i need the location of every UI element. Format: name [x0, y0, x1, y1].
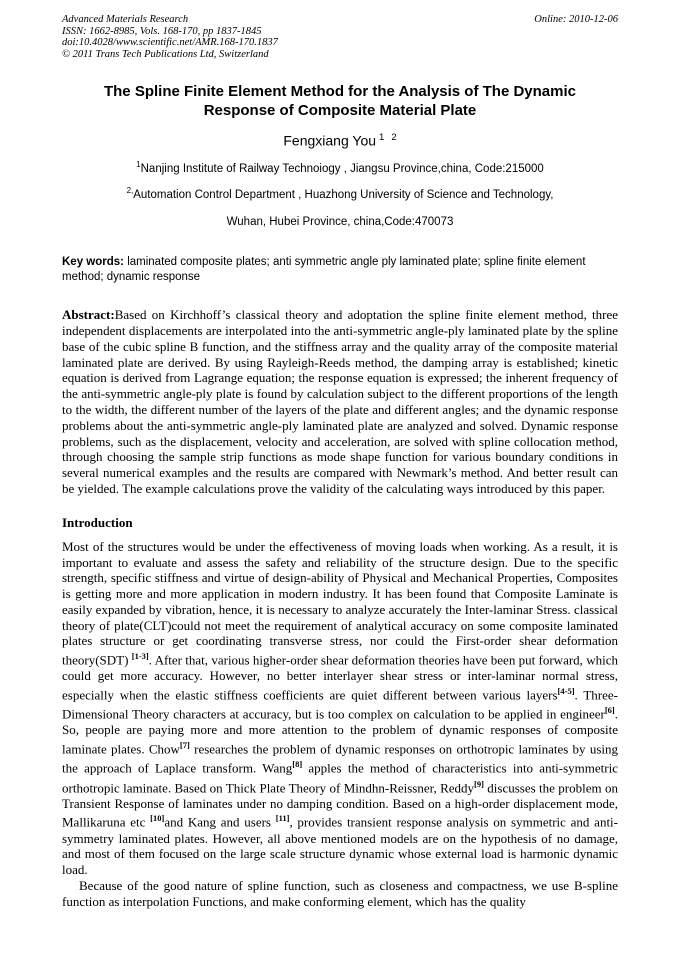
- introduction-paragraph-1: Most of the structures would be under the effectiveness of moving loads when working. As a result, it is important to evaluate and assess the safety and reliability of the structure design. Due to the specific strength, specific stiffness and virtue of design-ability of Physical and Mechanical Properties, Composites is getting more and more application in modern industry. It has been found that Composite Laminate is easily expanded by vibration, hence, it is necessary to analyze accurately the Inter-laminar Stress. classical theory of plate(CLT)could not meet the requirement of analytical accuracy on some composite laminated plates structure or get coordinating transverse stress, nor could the First-order shear deformation theory(SDT) [1-3]. After that, various higher-order shear deformation theories have been put forward, which could get more accuracy. However, no better interlayer shear stress or inter-laminar normal stress, especially when the elastic stiffness coefficients are quiet different between various layers[4-5]. Three-Dimensional Theory characters at accuracy, but is too complex on calculation to be applied in engineer[6]. So, people are paying more and more attention to the problem of dynamic responses of composite laminate plates. Chow[7] researches the problem of dynamic responses on orthotropic laminates by using the approach of Laplace transform. Wang[8] apples the method of characteristics into anti-symmetric orthotropic laminate. Based on Thick Plate Theory of Mindhn-Reissner, Reddy[9] discusses the problem on Transient Response of laminates under no damping condition. Based on a high-order displacement mode, Mallikaruna etc [10]and Kang and users [11], provides transient response analysis on symmetric and anti-symmetry laminated plates. However, all above mentioned models are on the hypothesis of no damage, and most of them focused on the large scale structure dynamic whose external load is harmonic dynamic load.: [62, 538, 619, 878]
- author-affiliation-mark-2: 2: [391, 132, 397, 143]
- section-heading-introduction: Introduction: [62, 514, 133, 530]
- author-name: Fengxiang You: [283, 132, 377, 149]
- affiliation-2-mark: 2,: [126, 186, 134, 196]
- affiliation-2-text: Automation Control Department , Huazhong University of Science and Technology,: [133, 189, 554, 202]
- affiliation-line-2: [62, 184, 618, 202]
- affiliation-line-1: [62, 158, 618, 176]
- abstract-text: Based on Kirchhoff’s classical theory and adoptation the spline finite element method, three independent displacements are interpolated into the anti-symmetric angle-ply laminated plate by the spline base of the cubic spline B function, and the stiffness array and the quality array of the composite material laminated plate are derived. By using Rayleigh-Reeds method, the damping array is established; kinetic equation is derived from Lagrange equation; the response equation is expressed; the inherent frequency of the anti-symmetric angle-ply plate is found by calculation subject to the different proportions of the length to the width, the different number of the layers of the plate and different angles; and the dynamic response problems about the anti-symmetric angle-ply laminated plate are analyzed and solved. Dynamic response problems, such as the displacement, velocity and acceleration, are solved with spline collocation method, through choosing the sample strip functions as mode shape function for various boundary conditions in several numerical examples and the results are compared with Newmark’s method. And better result can be yielded. The example calculations prove the validity of the calculating ways introduced by this paper.: [62, 307, 618, 496]
- doi-line: doi:10.4028/www.scientific.net/AMR.168-170.1837: [62, 37, 278, 48]
- journal-header: [62, 14, 618, 60]
- keywords-line: [62, 255, 618, 285]
- author-affiliation-mark-1: 1: [379, 132, 385, 143]
- journal-name: Advanced Materials Research: [62, 14, 189, 25]
- keywords-label: Key words:: [62, 256, 124, 269]
- author-line: [62, 132, 618, 149]
- keywords-text: laminated composite plates; anti symmetric angle ply laminated plate; spline finite element method; dynamic response: [62, 256, 586, 284]
- introduction-paragraph-2: Because of the good nature of spline function, such as closeness and compactness, we use B-spline function as interpolation Functions, and make conforming element, which has the quality: [62, 877, 618, 909]
- affiliation-1-mark: 1: [136, 159, 141, 169]
- journal-header-left: [62, 14, 278, 60]
- affiliation-3-text: Wuhan, Hubei Province, china,Code:470073: [226, 216, 454, 229]
- abstract-label: Abstract:: [62, 307, 115, 323]
- copyright-line: © 2011 Trans Tech Publications Ltd, Switzerland: [62, 48, 269, 60]
- affiliation-line-3: [62, 211, 618, 229]
- affiliation-1-text: Nanjing Institute of Railway Technoiogy , Jiangsu Province,china, Code:215000: [140, 162, 544, 175]
- paper-title: The Spline Finite Element Method for the Analysis of The Dynamic Response of Composite Material Plate: [103, 83, 576, 119]
- issn-line: ISSN: 1662-8985, Vols. 168-170, pp 1837-1845: [62, 25, 262, 37]
- abstract-paragraph: [62, 307, 618, 497]
- online-date: Online: 2010-12-06: [534, 14, 618, 25]
